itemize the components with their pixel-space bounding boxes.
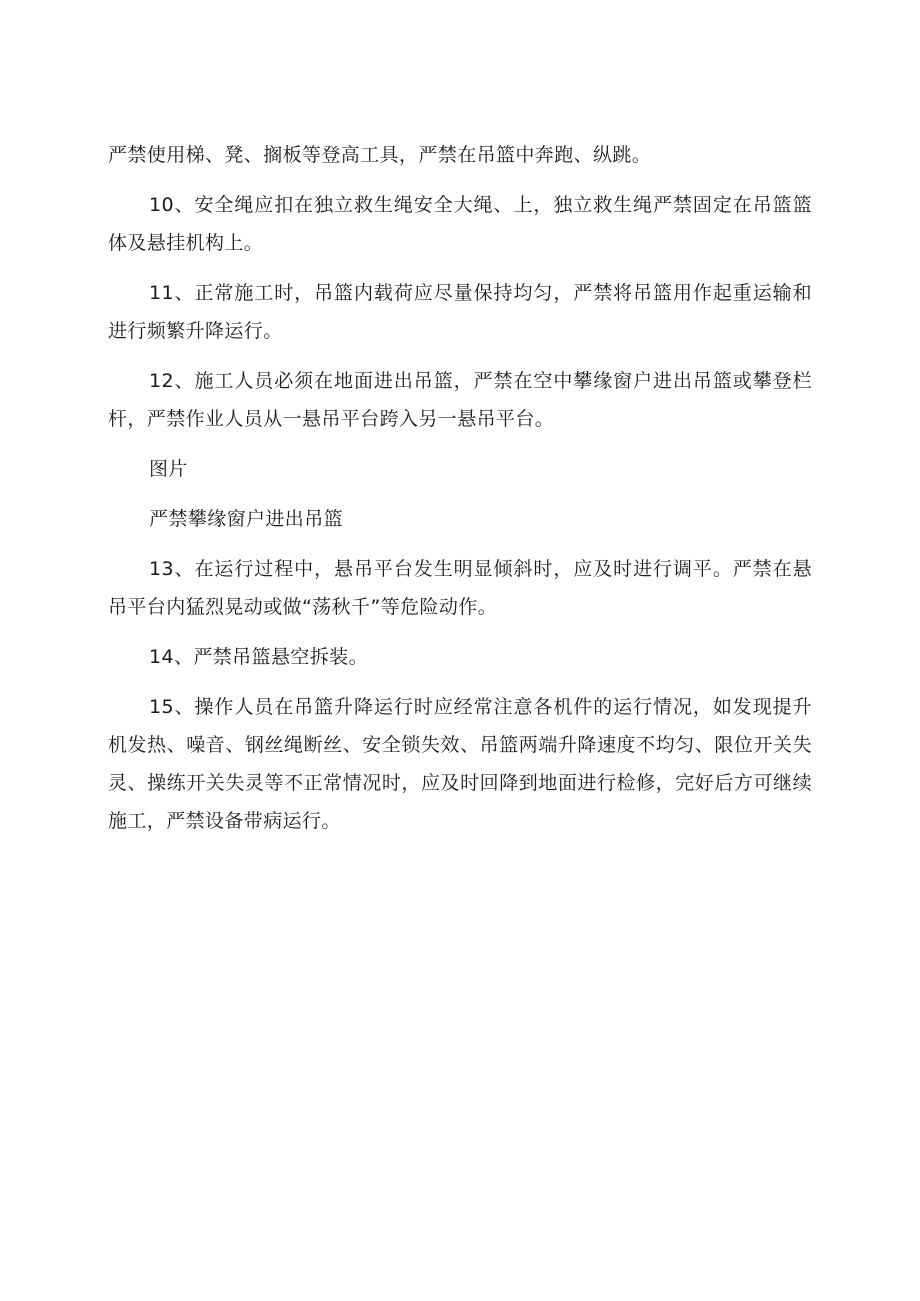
paragraph-continued: 严禁使用梯、凳、搁板等登高工具，严禁在吊篮中奔跑、纵跳。: [108, 144, 652, 166]
paragraph-item-11: 11、正常施工时，吊篮内载荷应尽量保持均匀，严禁将吊篮用作起重运输和进行频繁升降运行。: [108, 282, 812, 342]
paragraph-item-14: 14、严禁吊篮悬空拆装。: [149, 646, 368, 668]
paragraph-item-10: 10、安全绳应扣在独立救生绳安全大绳、上，独立救生绳严禁固定在吊篮篮体及悬挂机构上。: [108, 194, 812, 254]
image-caption: 严禁攀缘窗户进出吊篮: [149, 508, 344, 530]
document-body: [108, 136, 812, 852]
image-placeholder-label: 图片: [149, 458, 188, 480]
paragraph-item-13: 13、在运行过程中，悬吊平台发生明显倾斜时，应及时进行调平。严禁在悬吊平台内猛烈晃动或做“荡秋千”等危险动作。: [108, 558, 812, 618]
paragraph-item-15: 15、操作人员在吊篮升降运行时应经常注意各机件的运行情况，如发现提升机发热、噪音、钢丝绳断丝、安全锁失效、吊篮两端升降速度不均匀、限位开关失灵、操练开关失灵等不正常情况时，应及时回降到地面进行检修，完好后方可继续施工，严禁设备带病运行。: [108, 696, 812, 832]
paragraph-item-12: 12、施工人员必须在地面进出吊篮，严禁在空中攀缘窗户进出吊篮或攀登栏杆，严禁作业人员从一悬吊平台跨入另一悬吊平台。: [108, 370, 812, 430]
